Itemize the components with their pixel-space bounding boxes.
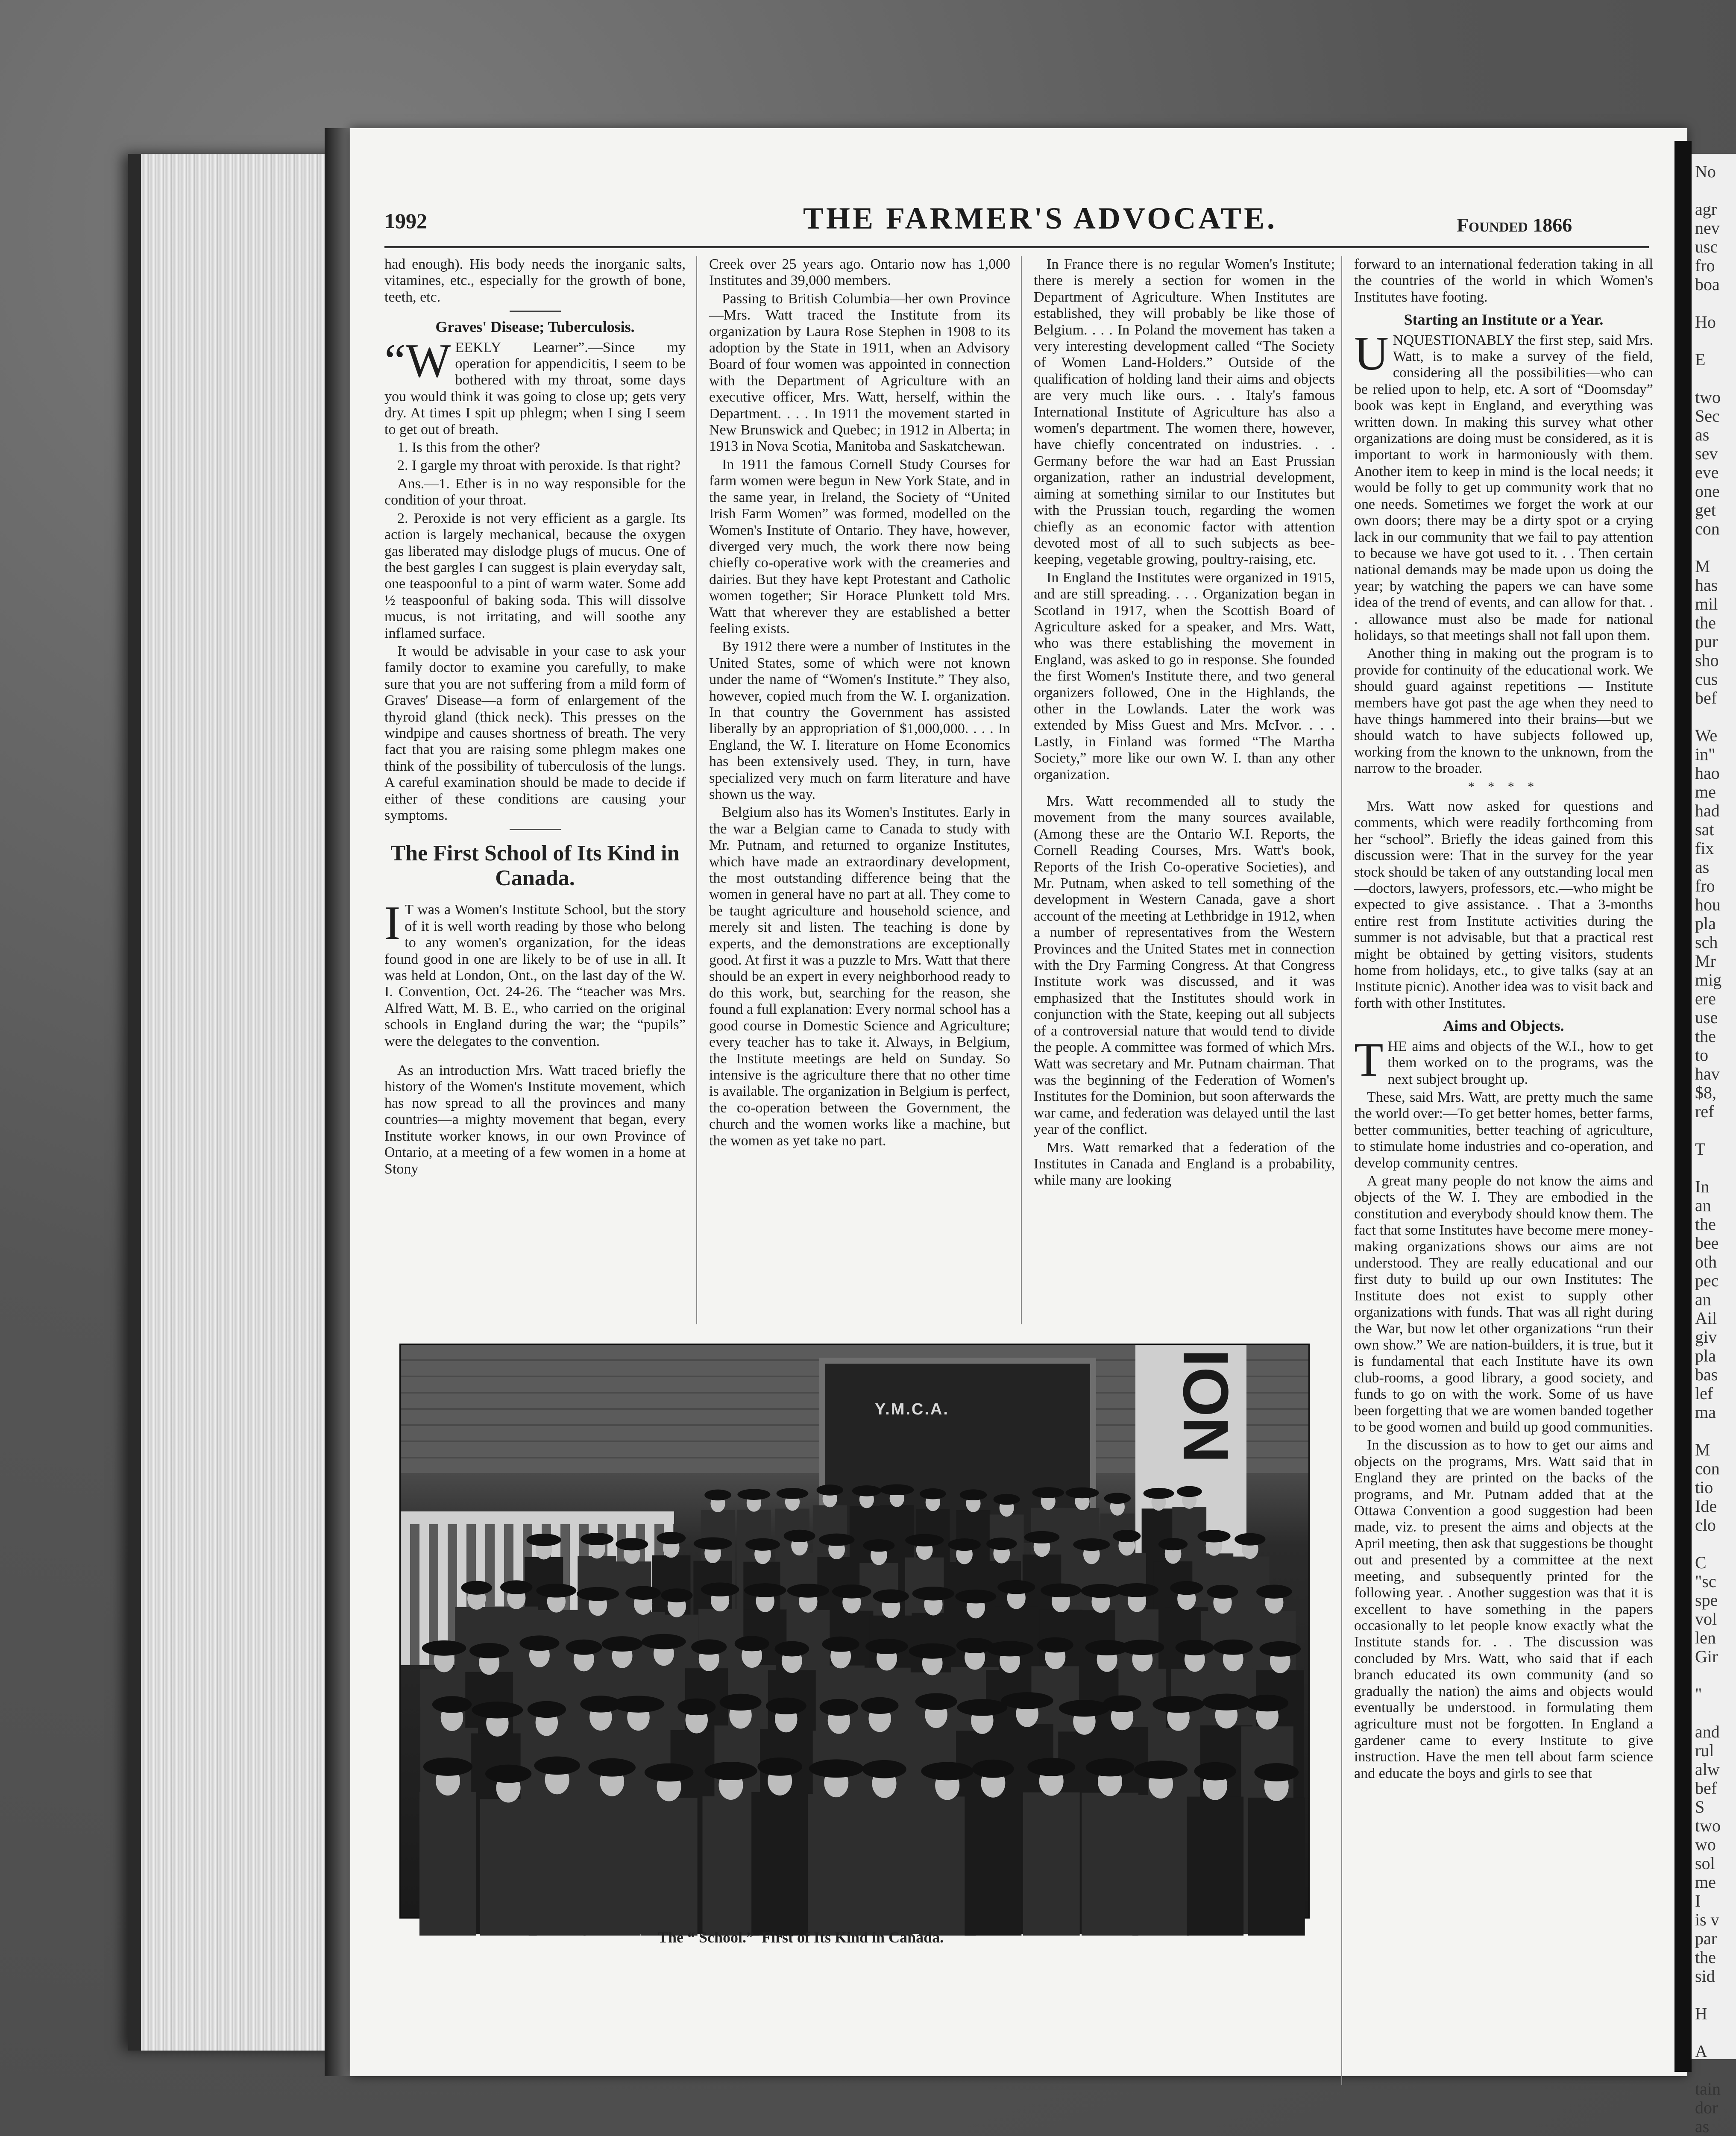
facing-page-fragment: dor — [1695, 2098, 1718, 2117]
facing-page-fragment: bas — [1695, 1365, 1718, 1384]
facing-page-fragment: one — [1695, 481, 1720, 501]
person-hat — [960, 1489, 987, 1500]
person-hat — [1254, 1763, 1299, 1781]
person-hat — [909, 1643, 956, 1659]
facing-page-fragment: as — [1695, 857, 1710, 877]
person-hat — [912, 1587, 955, 1600]
person-hat — [920, 1488, 946, 1499]
facing-page-fragment: and — [1695, 1722, 1720, 1741]
facing-page-fragment: boa — [1695, 275, 1720, 294]
facing-page-fragment: bef — [1695, 688, 1717, 707]
person-hat — [485, 1765, 531, 1783]
person-hat — [657, 1532, 686, 1544]
person-hat — [1073, 1538, 1110, 1551]
facing-page-fragment: rul — [1695, 1741, 1714, 1760]
person-hat — [1024, 1531, 1060, 1543]
person-hat — [832, 1584, 871, 1598]
person-hat — [719, 1694, 761, 1711]
person-hat — [873, 1589, 909, 1603]
person-hat — [616, 1538, 648, 1550]
person-hat — [774, 1641, 809, 1657]
person-hat — [432, 1696, 472, 1713]
person-hat — [809, 1759, 864, 1778]
facing-page-fragment: sho — [1695, 651, 1719, 670]
paragraph: Passing to British Columbia—her own Province—Mrs. Watt traced the Institute from its organization by Laura Rose Stephen in 1908 to its adoption by the State in 1911, when an Advisory Board of four women was appointed in connection with the Department of Agriculture with an executive officer, Mrs. Watt, herself, within the Department. . . . In 1911 the movement started in New Brunswick and Quebec; in 1912 in Alberta; in 1913 in Nova Scotia, Manitoba and Saskatchewan. — [709, 290, 1010, 455]
ymca-sign: Y.M.C.A. — [875, 1400, 949, 1418]
drop-cap: “W — [384, 334, 451, 387]
person-hat — [528, 1701, 566, 1718]
facing-page-fragment: " — [1695, 1684, 1702, 1704]
person-body — [702, 1796, 759, 1936]
facing-page-edge — [1692, 154, 1736, 2136]
lead-paragraph — [384, 897, 686, 1050]
lead-text: T was a Women's Institute School, but the story of it is well worth reading by those who belong to any women's organization, for the ideas found good in one are likely to be of use in all. It was held at London, Ont., on the last day of the W. I. Convention, Oct. 24-26. The “teacher was Mrs. Alfred Watt, M. B. E., who carried on the original schools in England during the war; the “pupils” were the delegates to the convention. — [384, 902, 686, 1049]
column-divider — [1021, 256, 1022, 1324]
person-hat — [1086, 1758, 1135, 1777]
person-hat — [1214, 1640, 1253, 1655]
person-hat — [566, 1640, 602, 1655]
facing-page-fragment: sev — [1695, 444, 1718, 463]
facing-page-fragment: sch — [1695, 933, 1718, 952]
person-hat — [852, 1485, 881, 1496]
facing-page-fragment: alw — [1695, 1760, 1720, 1779]
person-hat — [957, 1699, 1007, 1716]
person-hat — [1144, 1488, 1174, 1499]
person-hat — [472, 1702, 523, 1718]
person-hat — [955, 1590, 996, 1603]
paragraph: Mrs. Watt remarked that a federation of the Institutes in Canada and England is a probability, while many are looking — [1034, 1139, 1335, 1188]
person-hat — [737, 1489, 770, 1500]
facing-page-fragment: con — [1695, 1459, 1720, 1478]
facing-page-fragment: S — [1695, 1797, 1705, 1816]
facing-page-fragment: the — [1695, 1027, 1716, 1046]
facing-page-fragment: sid — [1695, 1966, 1715, 1986]
facing-page-fragment: ref — [1695, 1102, 1714, 1121]
facing-page-fragment: Ho — [1695, 312, 1716, 332]
facing-page-fragment: bee — [1695, 1233, 1719, 1253]
publication-title: THE FARMER'S ADVOCATE. — [803, 201, 1277, 235]
column-divider — [1341, 256, 1342, 2085]
person-hat — [817, 1485, 843, 1496]
person-hat — [519, 1635, 559, 1651]
person-hat — [625, 1586, 661, 1599]
facing-page-fragment: agr — [1695, 200, 1717, 219]
facing-page-fragment: to — [1695, 1045, 1709, 1065]
person-hat — [1103, 1695, 1141, 1712]
person-hat — [701, 1582, 739, 1596]
person-hat — [986, 1537, 1017, 1550]
person-hat — [784, 1530, 815, 1542]
drop-cap: I — [384, 897, 401, 950]
article-column-4 — [1354, 256, 1653, 1784]
person-hat — [1194, 1762, 1236, 1781]
lead-text: HE aims and objects of the W.I., how to get them worked on to the programs, was the next subject brought up. — [1387, 1038, 1653, 1087]
facing-page-fragment: ma — [1695, 1402, 1716, 1422]
paragraph: 2. I gargle my throat with peroxide. Is that right? — [397, 458, 681, 474]
paragraph: forward to an international federation taking in all the countries of the world in which Women's Institutes have footing. — [1354, 256, 1653, 305]
facing-page-fragment: C — [1695, 1553, 1707, 1572]
page-number: 1992 — [384, 209, 427, 233]
facing-page-fragment: Ail — [1695, 1309, 1717, 1328]
person-hat — [735, 1636, 769, 1651]
facing-page-fragment: oth — [1695, 1252, 1717, 1271]
drop-cap: T — [1354, 1033, 1384, 1086]
facing-page-fragment: eve — [1695, 463, 1719, 482]
person-hat — [861, 1697, 899, 1714]
person-hat — [423, 1758, 472, 1776]
person-hat — [1256, 1584, 1292, 1598]
person-hat — [865, 1639, 908, 1654]
facing-page-fragment: get — [1695, 500, 1716, 519]
person-hat — [1027, 1758, 1075, 1776]
person-body — [1132, 1795, 1189, 1936]
facing-page-fragment: wo — [1695, 1835, 1716, 1854]
person-hat — [1001, 1692, 1053, 1709]
facing-page-fragment: In — [1695, 1177, 1710, 1196]
person-body — [1082, 1793, 1138, 1935]
facing-page-fragment: tio — [1695, 1478, 1713, 1497]
facing-page-fragment: vol — [1695, 1609, 1717, 1628]
person-hat — [948, 1538, 981, 1551]
section-stars: * * * * — [1468, 779, 1540, 794]
person-hat — [1197, 1530, 1230, 1542]
person-hat — [588, 1758, 636, 1777]
person-hat — [777, 1488, 809, 1499]
facing-page-fragment: con — [1695, 519, 1720, 538]
section-rule — [510, 311, 561, 312]
person-body — [1187, 1797, 1243, 1936]
facing-page-fragment: Gir — [1695, 1647, 1718, 1666]
question-paragraph — [384, 334, 686, 438]
person-hat — [880, 1484, 914, 1495]
facing-page-fragment: hou — [1695, 895, 1721, 914]
facing-page-fragment: M — [1695, 1440, 1710, 1459]
person-hat — [1115, 1583, 1158, 1597]
facing-page-fragment: pur — [1695, 632, 1718, 651]
paragraph: As an introduction Mrs. Watt traced briefly the history of the Women's Institute movement, which has now spread to all the provinces and many countries—a mighty movement that began, every Institute worker knows, in our own Province of Ontario, at a meeting of a few women in a home at Stony — [384, 1062, 686, 1177]
person-hat — [1134, 1760, 1188, 1779]
paragraph: Belgium also has its Women's Institutes. Early in the war a Belgian came to Canada to study with Mr. Putnam, and returned to organize Institutes, which have made an extraordinary development, the most outstanding difference being that the women in general have no part at all. They come to be taught agriculture and household science, and merely sit and listen. The teaching is done by experts, and the demonstrations are exceptionally good. At first it was a puzzle to Mrs. Watt that there should be an expert in every neighborhood ready to do this work, but, searching for the reason, she found a full explanation: Every normal school has a good course in Domestic Science and Agriculture; every teacher has to take it. Always, in Belgium, the Institute meetings are held on Sunday. So intensive is the agriculture there that no other time is available. The organization in Belgium is perfect, the co-operation between the Government, the church and the women works like a machine, but the women as yet take no part. — [709, 804, 1010, 1149]
facing-page-fragment: had — [1695, 801, 1720, 820]
person-hat — [642, 1634, 686, 1649]
paragraph: A great many people do not know the aims and objects of the W. I. They are embodied in the constitution and everybody should know them. The fact that some Institutes have become mere money-making organizations shows our aims are not understood. They are really educational and our first duty to build up our own Institutes: The Institute does not exist to supply other organizations with funds. That was all right during the War, but now let other organizations “run their own show.” We are nation-builders, it is true, but it is fundamental that each Institute have its own club-rooms, a good library, a good society, and funds to go on with the work. Some of us have been forgetting that we are women banded together to be good women and build up good communities. — [1354, 1173, 1653, 1435]
paragraph: It would be advisable in your case to ask your family doctor to examine you carefully, to make sure that you are not suffering from a mild form of Graves' Disease—a form of enlargement of the thyroid gland (thick neck). This presses on the windpipe and causes shortness of breath. The very fact that you are raising some phlegm makes one think of the possibility of tuberculosis of the lungs. A careful examination should be made to decide if either of these conditions are causing your symptoms. — [384, 643, 686, 823]
paragraph: Creek over 25 years ago. Ontario now has 1,000 Institutes and 39,000 members. — [709, 256, 1010, 289]
person-hat — [1081, 1584, 1121, 1598]
person-hat — [1158, 1538, 1188, 1550]
facing-page-fragment: the — [1695, 1215, 1716, 1234]
facing-page-fragment: Sec — [1695, 406, 1720, 425]
facing-page-fragment: fix — [1695, 839, 1714, 858]
person-hat — [661, 1588, 692, 1602]
person-hat — [1259, 1641, 1301, 1657]
person-hat — [1037, 1637, 1073, 1653]
header-rule — [384, 246, 1649, 248]
person-hat — [691, 1639, 727, 1655]
facing-page-fragment: Mr — [1695, 951, 1716, 971]
person-hat — [581, 1533, 613, 1545]
right-page-gutter — [1674, 141, 1692, 2072]
group-photograph — [399, 1344, 1310, 1919]
person-hat — [534, 1756, 580, 1775]
person-hat — [744, 1583, 786, 1597]
facing-page-fragment: pec — [1695, 1271, 1719, 1290]
person-hat — [1176, 1640, 1214, 1655]
facing-page-fragment: T — [1695, 1139, 1706, 1159]
facing-page-fragment: M — [1695, 557, 1710, 576]
section-rule — [510, 829, 561, 830]
person-hat — [704, 1490, 731, 1501]
person-body — [529, 1791, 586, 1936]
facing-page-fragment: an — [1695, 1290, 1711, 1309]
paragraph: Ans.—1. Ether is in no way responsible for the condition of your throat. — [384, 475, 686, 508]
paragraph: Another thing in making out the program is to provide for continuity of the educational work. We should guard against repetitions — Institute members have got past the age when they need to have things hammered into their brains—but we should watch to have subjects followed up, working from the known to the unknown, from the narrow to the broader. — [1354, 645, 1653, 777]
lead-text: NQUESTIONABLY the first step, said Mrs. Watt, is to make a survey of the field, considering all the possibilities—who can be relied upon to help, etc. A sort of “Doomsday” book was kept in England, and everything was written down. In making this survey what other organizations are doing must be considered, as it is important to work in harmoniously with them. Another item to keep in mind is the local needs; it would be folly to get up community work that no one needs. Sometimes we forget the work at our own doors; there may be a dirty spot or a crying lack in our community that we fail to pay attention to because we have got used to it. . . Then certain national demands may be made upon us doing the year; by watching the papers we can have some idea of the trend of events, and can allow for that. . . allowance must also be made for national holidays, so that meetings shall not fall upon them. — [1354, 332, 1653, 643]
person-body — [1248, 1798, 1305, 1936]
facing-page-fragment: len — [1695, 1628, 1716, 1647]
facing-page-fragment: as — [1695, 425, 1710, 444]
facing-page-fragment: I — [1695, 1891, 1701, 1910]
building-lettering: ION — [1170, 1349, 1242, 1463]
photo-caption: The “ School.” First of Its Kind in Canada. — [658, 1929, 944, 1946]
person-hat — [1246, 1695, 1288, 1711]
facing-page-fragment: H — [1695, 2004, 1707, 2023]
person-body — [641, 1798, 698, 1935]
person-hat — [757, 1758, 802, 1776]
paragraph: Mrs. Watt now asked for questions and comments, which were readily forthcoming from her “school”. Briefly the ideas gained from this discussion were: That in the survey for the year stock should be taken of any outstanding local men—doctors, lawyers, professors, etc.—who might be expected to give assistance. . That a 3-months entire rest from Institute activities during the summer is not advisable, but that a practical rest might be obtained by getting visitors, students home from holidays, etc., to give talks (say at an Institute picnic). Another idea was to visit back and forth with other Institutes. — [1354, 798, 1653, 1011]
person-hat — [645, 1763, 694, 1782]
person-hat — [1065, 1488, 1099, 1499]
person-hat — [820, 1699, 859, 1716]
facing-page-fragment: $8, — [1695, 1083, 1716, 1102]
person-hat — [500, 1580, 532, 1594]
crowd-of-women — [401, 1345, 1308, 1917]
person-hat — [822, 1637, 859, 1652]
facing-page-fragment: fro — [1695, 876, 1715, 895]
facing-page-fragment: usc — [1695, 237, 1718, 256]
facing-page-fragment: in" — [1695, 745, 1715, 764]
person-body — [965, 1794, 1021, 1936]
drop-cap: U — [1354, 327, 1389, 380]
lead-paragraph — [1354, 1033, 1653, 1088]
facing-page-fragment: an — [1695, 1196, 1711, 1215]
person-hat — [422, 1640, 466, 1656]
person-body — [1023, 1793, 1080, 1936]
paragraph: By 1912 there were a number of Institutes in the United States, some of which were not known under the name of “Women's Institute.” They also, however, copied much from the W. I. organization. In that country the Government has assisted liberally by an appropriation of $1,000,000. . . . In England, the W. I. literature on Home Economics has been extensively used. They, in turn, have specialized very much on farm literature and have shown us the way. — [709, 639, 1010, 802]
person-hat — [1202, 1693, 1250, 1710]
facing-page-fragment: mig — [1695, 970, 1722, 989]
person-hat — [745, 1538, 780, 1551]
person-hat — [704, 1762, 757, 1780]
facing-page-fragment: pla — [1695, 1346, 1716, 1365]
facing-page-fragment: two — [1695, 387, 1721, 407]
person-hat — [1177, 1486, 1202, 1497]
column-divider — [696, 256, 697, 1324]
person-hat — [577, 1587, 619, 1601]
person-hat — [536, 1584, 576, 1597]
person-hat — [602, 1636, 643, 1652]
facing-page-fragment: has — [1695, 575, 1718, 595]
person-hat — [986, 1641, 1034, 1656]
paragraph: These, said Mrs. Watt, are pretty much the same the world over:—To get better homes, better farms, better communities, better teaching of agriculture, to stimulate home industries and co-operation, and develop community centres. — [1354, 1089, 1653, 1171]
person-hat — [694, 1537, 732, 1550]
facing-page-fragment: E — [1695, 350, 1706, 369]
person-hat — [677, 1699, 716, 1715]
paragraph: In England the Institutes were organized in 1915, and are still spreading. . . . Organization began in Scotland in 1917, when the Scottish Board of Agriculture asked for a speaker, and Mrs. Watt, who was there establishing the movement in England, was asked to go in response. She founded the first Women's Institute there, and two general organizers followed, One in the Highlands, the other in the Lowlands. Later the work was extended by Miss Guest and Mrs. McIvor. . . . Lastly, in Finland was formed “The Martha Society,” more like our own W. I. than any other organization. — [1034, 569, 1335, 783]
article-column-2 — [709, 256, 1010, 1151]
person-hat — [997, 1580, 1035, 1594]
facing-page-fragment: cus — [1695, 669, 1718, 689]
facing-page-fragment: as — [1695, 2117, 1710, 2136]
facing-page-fragment: two — [1695, 1816, 1721, 1835]
facing-page-fragment: me — [1695, 1872, 1716, 1892]
person-hat — [862, 1760, 906, 1778]
facing-page-fragment: pla — [1695, 914, 1716, 933]
facing-page-fragment: ere — [1695, 989, 1716, 1008]
person-hat — [461, 1581, 492, 1594]
section-heading: Aims and Objects. — [1443, 1017, 1564, 1035]
person-hat — [1113, 1530, 1141, 1542]
article-column-3 — [1034, 256, 1335, 1191]
facing-page-fragment: the — [1695, 1948, 1716, 1967]
facing-page-fragment: is v — [1695, 1910, 1719, 1929]
person-hat — [1235, 1533, 1265, 1546]
person-hat — [1170, 1581, 1203, 1595]
founded-note: Founded 1866 — [1457, 214, 1572, 236]
person-hat — [469, 1643, 509, 1658]
facing-page-fragment: tain — [1695, 2079, 1721, 2098]
article-headline: The First School of Its Kind in Canada. — [390, 841, 680, 891]
person-hat — [921, 1762, 974, 1781]
person-hat — [787, 1584, 829, 1597]
article-column-1 — [384, 256, 686, 1179]
lead-paragraph — [1354, 327, 1653, 644]
person-hat — [994, 1494, 1020, 1505]
paragraph: 1. Is this from the other? — [397, 440, 540, 456]
person-hat — [915, 1693, 957, 1710]
facing-page-fragment: No — [1695, 162, 1716, 181]
paragraph: In 1911 the famous Cornell Study Courses for farm women were begun in New York State, and in the same year, in Ireland, the Society of “United Irish Farm Women” was formed, modelled on the Women's Institute of Ontario. They have, however, diverged very much, the work there now being chiefly co-operative work with the creameries and dairies. But they have kept Protestant and Catholic women together; Sir Horace Plunkett told Mrs. Watt that wherever they are established a better feeling exists. — [709, 456, 1010, 637]
facing-page-fragment: We — [1695, 726, 1718, 745]
paragraph: In the discussion as to how to get our aims and objects on the programs, Mrs. Watt said that in England they are printed on the backs of the programs, and Mr. Putnam added that at the Ottawa Convention a good suggestion had been made, viz. to present the aims and objects at the April meeting, then ask that suggestions be thought out and presented by a committee at the next meeting, and subsequently printed for the following year. . Another suggestion was that it is excellent to have something in the papers occasionally to let people know exactly what the Institute stands for. . . The discussion was concluded by Mrs. Watt, who said that if each branch educated its own community (and so gradually the nation) the aims and objects would eventually be understood. in formulating them agriculture must not be forgotten. In England a gardener came to every Institute to give instruction. Have the men tell about farm science and educate the boys and girls to see that — [1354, 1437, 1653, 1781]
paragraph: 2. Peroxide is not very efficient as a gargle. Its action is largely mechanical, because the oxygen gas liberated may dislodge plugs of mucus. One of the best gargles I can suggest is plain everyday salt, one teaspoonful to a pint of warm water. Some add ½ teaspoonful of baking soda. This will dissolve mucus, is not irritating, and will soothe any inflamed surface. — [384, 510, 686, 641]
person-hat — [526, 1534, 561, 1546]
facing-page-fragment: sat — [1695, 820, 1714, 839]
facing-page-fragment: bef — [1695, 1778, 1717, 1798]
person-body — [856, 1795, 912, 1936]
facing-page-fragment: the — [1695, 613, 1716, 632]
facing-page-fragment: A — [1695, 2042, 1707, 2061]
facing-page-fragment: Ide — [1695, 1496, 1717, 1516]
facing-page-fragment: clo — [1695, 1515, 1716, 1535]
facing-page-fragment: hao — [1695, 763, 1720, 783]
facing-page-fragment: nev — [1695, 218, 1720, 238]
facing-page-fragment: lef — [1695, 1384, 1713, 1403]
facing-page-fragment: par — [1695, 1929, 1717, 1948]
facing-page-fragment: mil — [1695, 594, 1718, 613]
person-hat — [819, 1534, 855, 1546]
person-hat — [905, 1534, 944, 1546]
person-hat — [1120, 1640, 1164, 1655]
facing-page-fragment: fro — [1695, 256, 1715, 275]
facing-page-fragment: me — [1695, 782, 1716, 801]
facing-page-fragment: sol — [1695, 1854, 1715, 1873]
person-body — [480, 1799, 537, 1935]
person-hat — [1207, 1585, 1238, 1599]
facing-page-fragment: use — [1695, 1008, 1718, 1027]
facing-page-fragment: hav — [1695, 1064, 1720, 1083]
facing-page-fragment: spe — [1695, 1590, 1718, 1610]
person-hat — [1152, 1696, 1204, 1713]
section-heading: Starting an Institute or a Year. — [1404, 311, 1604, 329]
person-hat — [1104, 1493, 1131, 1504]
person-hat — [1041, 1584, 1081, 1597]
person-body — [751, 1792, 808, 1936]
person-hat — [613, 1696, 665, 1712]
person-body — [419, 1792, 476, 1936]
section-heading: Graves' Disease; Tuberculosis. — [435, 318, 635, 336]
person-hat — [863, 1539, 894, 1552]
person-hat — [1059, 1700, 1110, 1716]
person-hat — [766, 1698, 806, 1714]
person-hat — [972, 1760, 1014, 1778]
person-hat — [1032, 1487, 1064, 1498]
paragraph: had enough). His body needs the inorganic salts, vitamines, etc., especially for the growth of bone, teeth, etc. — [384, 256, 686, 305]
person-body — [584, 1793, 640, 1936]
facing-page-fragment: "sc — [1695, 1572, 1716, 1591]
paragraph: Mrs. Watt recommended all to study the movement from the many sources available, (Among these are the Ontario W.I. Reports, the Cornell Reading Courses, Mrs. Watt's book, Reports of the Irish Co-operative Societies), and Mr. Putnam, when asked to tell something of the development in Western Canada, gave a short account of the meeting at Lethbridge in 1912, when a number of representatives from the Western Provinces and the United States met in connection with the Dry Farming Congress. At that Congress Institute work was discussed, and it was emphasized that the Institutes should work in conjunction with the State, keeping out all subjects of a controversial nature that would tend to divide the people. A committee was formed of which Mrs. Watt was secretary and Mr. Putnam chairman. That was the beginning of the Federation of Women's Institutes for the Dominion, but soon afterwards the war came, and federation was delayed until the last year of the conflict. — [1034, 793, 1335, 1138]
facing-page-fragment: giv — [1695, 1327, 1717, 1347]
paragraph: In France there is no regular Women's Institute; there is merely a section for women in the Department of Agriculture. When Institutes are established, they will probably be like those of Belgium. . . . In Poland the movement has taken a very interesting development called “The Society of Women Land-Holders.” Outside of the qualification of holding land their aims and objects are very much like ours. . . Italy's famous International Institute of Agriculture has also a women's department. The women there, however, have chiefly concentrated on industries. . . Germany before the war had an East Prussian organization, rather an industrial development, aiming at something similar to our Institutes but with the Prussian touch, regarding the women chiefly as an economic factor with attention devoted most of all to such subjects as bee-keeping, vegetable growing, poultry-raising, etc. — [1034, 256, 1335, 568]
question-text: EEKLY Learner”.—Since my operation for appendicitis, I seem to be bothered with my throat, some days you would think it was going to close up; gets very dry. At times I spit up phlegm; when I sing I seem to get out of breath. — [384, 339, 686, 437]
